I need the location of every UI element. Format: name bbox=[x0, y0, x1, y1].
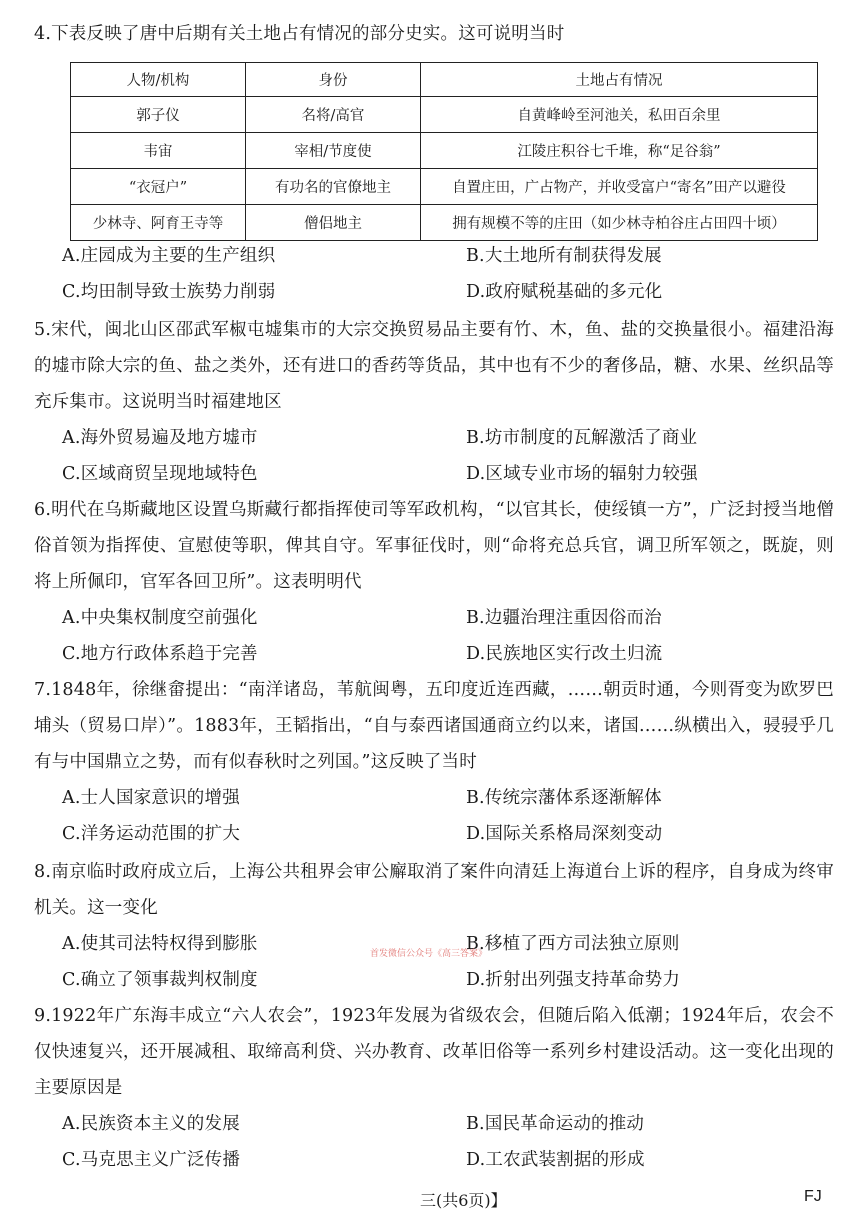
question-7 bbox=[34, 672, 834, 852]
option-a[interactable]: A.中央集权制度空前强化 bbox=[62, 608, 258, 628]
table-cell: 有功名的官僚地主 bbox=[246, 169, 421, 205]
table-header-cell: 人物/机构 bbox=[71, 63, 246, 97]
option-c[interactable]: C.确立了领事裁判权制度 bbox=[62, 970, 258, 990]
option-d[interactable]: D.国际关系格局深刻变动 bbox=[466, 824, 663, 844]
table-cell: 自黄峰岭至河池关，私田百余里 bbox=[421, 97, 818, 133]
table-row bbox=[71, 169, 818, 205]
table-cell: 韦宙 bbox=[71, 133, 246, 169]
option-b[interactable]: B.坊市制度的瓦解激活了商业 bbox=[466, 428, 698, 448]
table-row bbox=[71, 205, 818, 241]
table-cell: 宰相/节度使 bbox=[246, 133, 421, 169]
table-cell: 郭子仪 bbox=[71, 97, 246, 133]
question-stem: 8.南京临时政府成立后，上海公共租界会审公廨取消了案件向清廷上海道台上诉的程序，自身成为终审机关。这一变化 bbox=[34, 862, 834, 918]
question-9 bbox=[34, 998, 834, 1178]
option-a[interactable]: A.士人国家意识的增强 bbox=[62, 788, 240, 808]
question-stem: 4.下表反映了唐中后期有关土地占有情况的部分史实。这可说明当时 bbox=[34, 24, 565, 44]
question-stem: 6.明代在乌斯藏地区设置乌斯藏行都指挥使司等军政机构，“以官其长，使绥镇一方”，广泛封授当地僧俗首领为指挥使、宣慰使等职，俾其自守。军事征伐时，则“命将充总兵官，调卫所军领之，既旋，则将上所佩印，官军各回卫所”。这表明明代 bbox=[34, 500, 834, 592]
option-a[interactable]: A.民族资本主义的发展 bbox=[62, 1114, 240, 1134]
option-a[interactable]: A.庄园成为主要的生产组织 bbox=[62, 246, 276, 266]
page-number: 三(共6页)】 bbox=[420, 1191, 507, 1210]
option-d[interactable]: D.折射出列强支持革命势力 bbox=[466, 970, 681, 990]
question-4-options bbox=[34, 238, 834, 310]
land-ownership-table bbox=[70, 62, 818, 241]
option-c[interactable]: C.洋务运动范围的扩大 bbox=[62, 824, 241, 844]
watermark-text: 首发微信公众号《高三答案》 bbox=[370, 949, 488, 959]
option-a[interactable]: A.海外贸易遍及地方墟市 bbox=[62, 428, 258, 448]
option-b[interactable]: B.大土地所有制获得发展 bbox=[466, 246, 662, 266]
option-b[interactable]: B.国民革命运动的推动 bbox=[466, 1114, 645, 1134]
option-d[interactable]: D.区域专业市场的辐射力较强 bbox=[466, 464, 698, 484]
table-header-cell: 土地占有情况 bbox=[421, 63, 818, 97]
option-d[interactable]: D.工农武装割据的形成 bbox=[466, 1150, 645, 1170]
table-header-row bbox=[71, 63, 818, 97]
option-c[interactable]: C.区域商贸呈现地域特色 bbox=[62, 464, 258, 484]
table-cell: 名将/高官 bbox=[246, 97, 421, 133]
table-cell: 僧侣地主 bbox=[246, 205, 421, 241]
option-c[interactable]: C.马克思主义广泛传播 bbox=[62, 1150, 241, 1170]
table-cell: 自置庄田，广占物产，并收受富户“寄名”田产以避役 bbox=[421, 169, 818, 205]
option-d[interactable]: D.政府赋税基础的多元化 bbox=[466, 282, 663, 302]
question-5 bbox=[34, 312, 834, 492]
option-b[interactable]: B.移植了西方司法独立原则 bbox=[466, 934, 680, 954]
table-header-cell: 身份 bbox=[246, 63, 421, 97]
option-b[interactable]: B.边疆治理注重因俗而治 bbox=[466, 608, 662, 628]
question-8 bbox=[34, 854, 834, 998]
option-d[interactable]: D.民族地区实行改土归流 bbox=[466, 644, 663, 664]
table-row bbox=[71, 133, 818, 169]
option-c[interactable]: C.地方行政体系趋于完善 bbox=[62, 644, 258, 664]
table-cell: 少林寺、阿育王寺等 bbox=[71, 205, 246, 241]
question-stem: 7.1848年，徐继畲提出：“南洋诸岛，苇航闽粤，五印度近连西藏，……朝贡时通，今则胥变为欧罗巴埔头（贸易口岸）”。1883年，王韬指出，“自与泰西诸国通商立约以来，诸国……纵横出入，骎骎乎几有与中国鼎立之势，而有似春秋时之列国。”这反映了当时 bbox=[34, 680, 834, 772]
table-cell: 拥有规模不等的庄田（如少林寺柏谷庄占田四十顷） bbox=[421, 205, 818, 241]
option-a[interactable]: A.使其司法特权得到膨胀 bbox=[62, 934, 258, 954]
question-stem: 5.宋代，闽北山区邵武军椒屯墟集市的大宗交换贸易品主要有竹、木，鱼、盐的交换量很小。福建沿海的墟市除大宗的鱼、盐之类外，还有进口的香药等货品，其中也有不少的奢侈品，糖、水果、丝织品等充斥集市。这说明当时福建地区 bbox=[34, 320, 834, 412]
table-row bbox=[71, 97, 818, 133]
question-stem: 9.1922年广东海丰成立“六人农会”，1923年发展为省级农会，但随后陷入低潮；1924年后，农会不仅快速复兴，还开展减租、取缔高利贷、兴办教育、改革旧俗等一系列乡村建设活动。这一变化出现的主要原因是 bbox=[34, 1006, 834, 1098]
option-c[interactable]: C.均田制导致士族势力削弱 bbox=[62, 282, 276, 302]
region-code: FJ bbox=[804, 1188, 822, 1205]
question-4 bbox=[34, 16, 834, 52]
table-cell: 江陵庄积谷七千堆，称“足谷翁” bbox=[421, 133, 818, 169]
question-6 bbox=[34, 492, 834, 672]
option-b[interactable]: B.传统宗藩体系逐渐解体 bbox=[466, 788, 662, 808]
table-cell: “衣冠户” bbox=[71, 169, 246, 205]
